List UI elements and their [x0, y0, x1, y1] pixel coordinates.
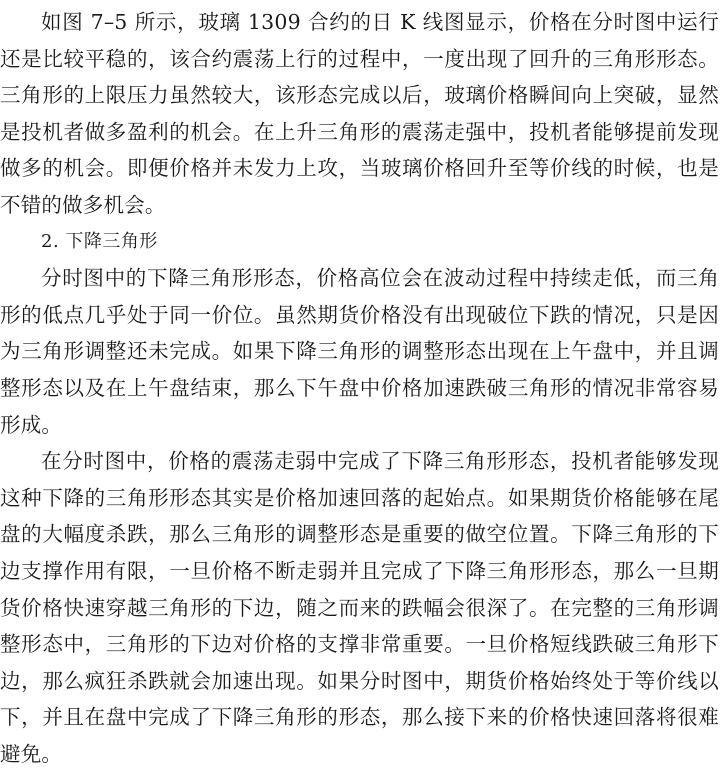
- paragraph-descending-triangle-detail: 在分时图中，价格的震荡走弱中完成了下降三角形形态，投机者能够发现这种下降的三角形形态其实是价格加速回落的起始点。如果期货价格能够在尾盘的大幅度杀跌，那么三角形的调整形态是重要的做空位置。下降三角形的下边支撑作用有限，一旦价格不断走弱并且完成了下降三角形形态，那么一旦期货价格快速穿越三角形的下边，随之而来的跌幅会很深了。在完整的三角形调整形态中，三角形的下边对价格的支撑非常重要。一旦价格短线跌破三角形下边，那么疯狂杀跌就会加速出现。如果分时图中，期货价格始终处于等价线以下，并且在盘中完成了下降三角形的形态，那么接下来的价格快速回落将很难避免。: [0, 449, 719, 766]
- section-heading-descending-triangle: 2. 下降三角形: [41, 230, 158, 252]
- paragraph-descending-triangle-intro: 分时图中的下降三角形形态，价格高位会在波动过程中持续走低，而三角形的低点几乎处于同一价位。虽然期货价格没有出现破位下跌的情况，只是因为三角形调整还未完成。如果下降三角形的调整形态出现在上午盘中，并且调整形态以及在上午盘结束，那么下午盘中价格加速跌破三角形的情况非常容易形成。: [0, 266, 719, 437]
- paragraph-upper-triangle: 如图 7–5 所示，玻璃 1309 合约的日 K 线图显示，价格在分时图中运行还是比较平稳的，该合约震荡上行的过程中，一度出现了回升的三角形形态。三角形的上限压力虽然较大，该形态完成以后，玻璃价格瞬间向上突破，显然是投机者做多盈利的机会。在上升三角形的震荡走强中，投机者能够提前发现做多的机会。即便价格并未发力上攻，当玻璃价格回升至等价线的时候，也是不错的做多机会。: [0, 10, 719, 217]
